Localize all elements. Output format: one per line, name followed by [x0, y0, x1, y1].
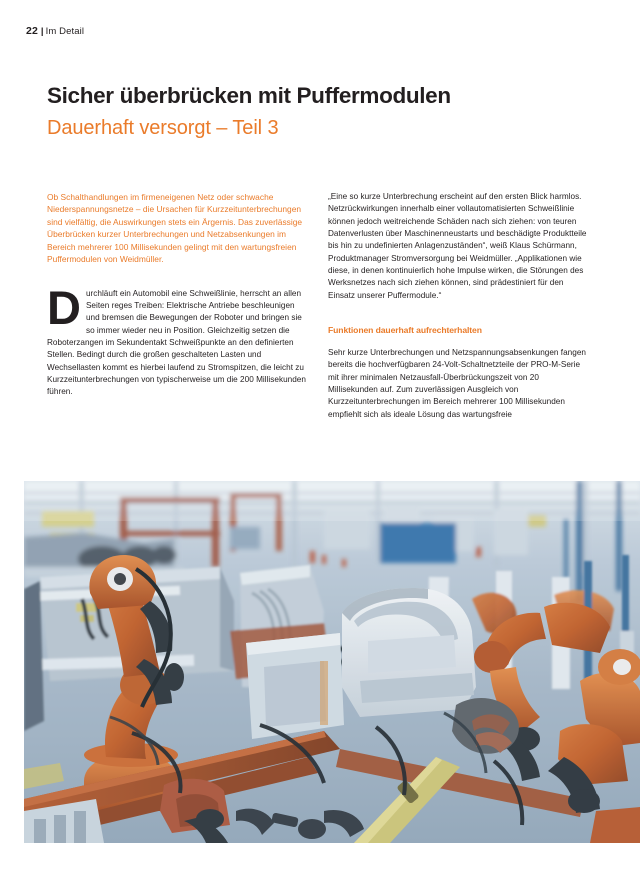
paragraph-spacer-right	[328, 302, 589, 324]
page-folio: 22	[26, 25, 38, 37]
body-text-right-2: Sehr kurze Unterbrechungen und Netzspannungsabsenkungen fangen bereits die hochverfügbaren 24-Volt-Schaltnetzteile der PRO-M-Serie mit ihrer minimalen Netzausfall-Überbrückungszeit von 20 Millisekunden auf. Zum zuverlässigen Ausgleich von Kurzzeitunterbrechungen im Bereich mehrerer 100 Millisekunden empfiehlt sich als ideale Lösung das wartungsfreie	[328, 348, 586, 419]
column-right	[328, 191, 589, 421]
lead-paragraph: Ob Schalthandlungen im firmeneigenen Netz oder schwache Niederspannungsnetze – die Ursachen für Kurzzeitunterbrechungen sind vielfältig, die Auswirkungen stets ein Ärgernis. Das zuverlässige Überbrücken kurzer Unterbrechungen und Netzabsenkungen im Bereich mehrerer 100 Millisekunden gelingt mit den wartungsfreien Puffermodulen von Weidmüller.	[47, 192, 303, 265]
column-left	[47, 191, 308, 399]
page-title: Sicher überbrücken mit Puffermodulen	[47, 83, 451, 108]
paragraph-spacer	[47, 266, 308, 288]
section-subheading: Funktionen dauerhaft aufrechterhalten	[328, 325, 482, 336]
running-head	[26, 25, 84, 37]
body-text-right-1: „Eine so kurze Unterbrechung erscheint auf den ersten Blick harmlos. Netzrückwirkungen innerhalb einer vollautomatisierten Schweißlinie können jedoch weitreichende Schäden nach sich ziehen: von teuren Datenverlusten über Maschinenneustarts und beschädigte Produktteile bis hin zu undefinierten Anlagenzuständen“, weiß Klaus Schürmann, Produktmanager Stromversorgung bei Weidmüller. „Applikationen wie diese, in denen kontinuierlich hohe Impulse wirken, die Störungen des Werksnetzes nach sich ziehen können, sind prädestiniert für den Einsatz unserer Puffermodule.“	[328, 192, 587, 300]
body-text-left: urchläuft ein Automobil eine Schweißlinie, herrscht an allen Seiten reges Treiben: Elektrische Antriebe beschleunigen und bremsen die Bewegungen der Roboter und bringen sie so immer wieder neu in Position. Gleichzeitig setzen die Roboterzangen im Sekundentakt Schweißpunkte an den definierten Stellen. Bedingt durch die großen geschalteten Lasten und Wechsellasten kommt es hierbei laufend zu Stromspitzen, die leicht zu Kurzzeitunterbrechungen von typischerweise um die 200 Millisekunden führen.	[47, 288, 306, 397]
article-photo	[24, 481, 640, 843]
page-subtitle: Dauerhaft versorgt – Teil 3	[47, 117, 279, 140]
section-name: Im Detail	[45, 26, 85, 37]
article-columns	[47, 191, 595, 456]
factory-photo-illustration	[24, 481, 640, 843]
body-paragraph-left	[47, 280, 308, 399]
folio-separator: |	[40, 26, 44, 37]
title-block	[47, 83, 607, 140]
drop-cap: D	[47, 280, 81, 334]
subheading-spacer	[328, 336, 589, 347]
